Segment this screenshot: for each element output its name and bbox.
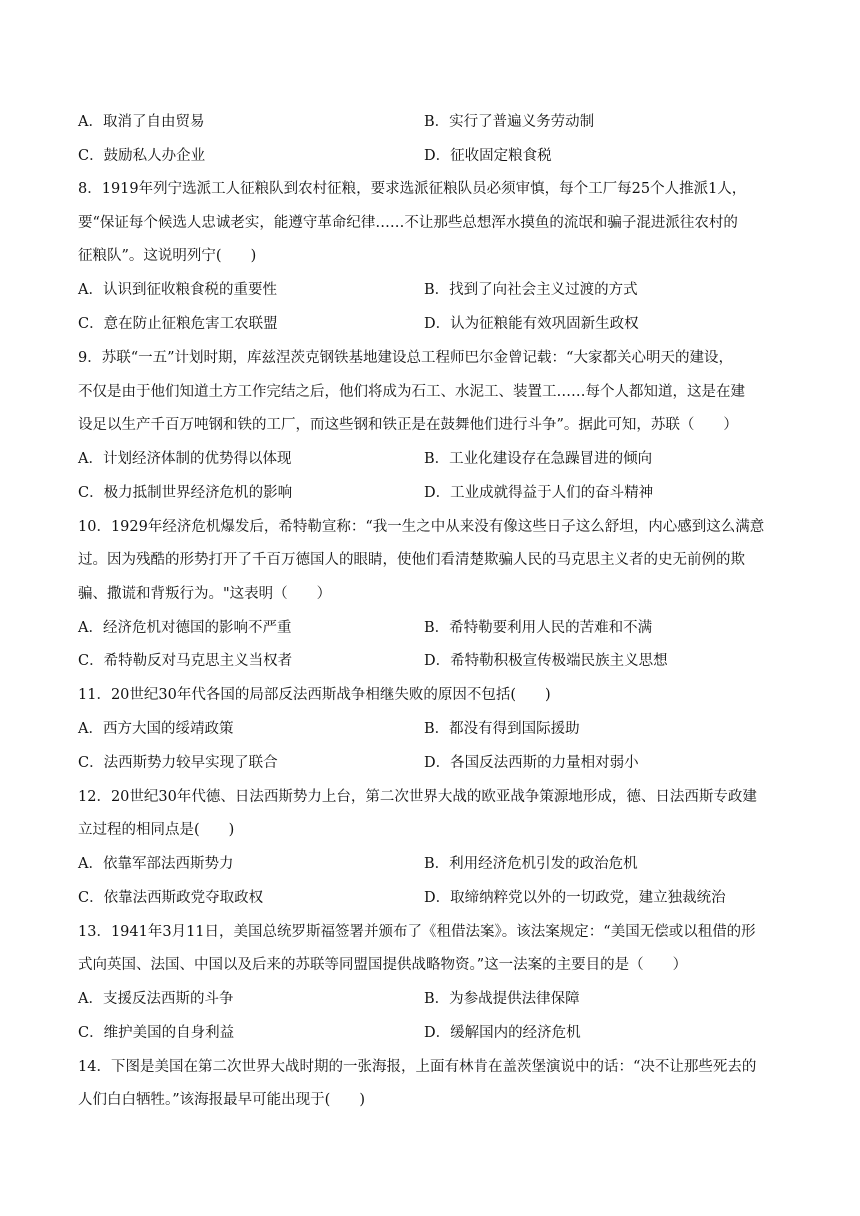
- q8-option-d: D．认为征粮能有效巩固新生政权: [424, 316, 639, 332]
- q13-option-c: C．维护美国的自身利益: [78, 1025, 235, 1041]
- q9-stem-line-2: 不仅是由于他们知道土方工作完结之后，他们将成为石工、水泥工、装置工……每个人都知道，这是在建: [78, 384, 745, 400]
- q10-stem-line-3: 骗、撒谎和背叛行为。"这表明（ ）: [78, 586, 332, 602]
- q14-stem-line-1: 14．下图是美国在第二次世界大战时期的一张海报，上面有林肯在盖茨堡演说中的话：“决不让那些死去的: [78, 1059, 757, 1075]
- q13-option-b: B．为参战提供法律保障: [424, 991, 580, 1007]
- q9-option-a: A．计划经济体制的优势得以体现: [78, 451, 292, 467]
- q10-option-d: D．希特勒积极宣传极端民族主义思想: [424, 653, 668, 669]
- q12-option-c: C．依靠法西斯政党夺取政权: [78, 890, 264, 906]
- q12-stem-line-2: 立过程的相同点是( ): [78, 822, 235, 838]
- q7-option-d: D．征收固定粮食税: [424, 148, 552, 164]
- q11-stem-line-1: 11．20世纪30年代各国的局部反法西斯战争相继失败的原因不包括( ): [78, 687, 551, 703]
- q11-option-c: C．法西斯势力较早实现了联合: [78, 755, 278, 771]
- q10-option-c: C．希特勒反对马克思主义当权者: [78, 653, 293, 669]
- q13-stem-line-1: 13．1941年3月11日，美国总统罗斯福签署并颁布了《租借法案》。该法案规定：“美国无偿或以租借的形: [78, 924, 756, 940]
- q14-stem-line-2: 人们白白牺牲。”该海报最早可能出现于( ): [78, 1092, 365, 1108]
- q9-stem-line-1: 9．苏联“一五”计划时期，库兹涅茨克钢铁基地建设总工程师巴尔金曾记载：“大家都关心明天的建设，: [78, 350, 733, 366]
- q13-stem-line-2: 式向英国、法国、中国以及后来的苏联等同盟国提供战略物资。”这一法案的主要目的是（ ）: [78, 957, 688, 973]
- q9-option-d: D．工业成就得益于人们的奋斗精神: [424, 485, 654, 501]
- q9-option-b: B．工业化建设存在急躁冒进的倾向: [424, 451, 653, 467]
- q8-option-c: C．意在防止征粮危害工农联盟: [78, 316, 278, 332]
- q7-option-a: A．取消了自由贸易: [78, 114, 205, 130]
- q11-option-d: D．各国反法西斯的力量相对弱小: [424, 755, 639, 771]
- q9-stem-line-3: 设足以生产千百万吨钢和铁的工厂，而这些钢和铁正是在鼓舞他们进行斗争”。据此可知，苏联（ ）: [78, 417, 738, 433]
- q13-option-d: D．缓解国内的经济危机: [424, 1025, 581, 1041]
- q8-option-b: B．找到了向社会主义过渡的方式: [424, 282, 638, 298]
- q11-option-a: A．西方大国的绥靖政策: [78, 721, 234, 737]
- q12-option-d: D．取缔纳粹党以外的一切政党，建立独裁统治: [424, 890, 726, 906]
- q7-option-b: B．实行了普遍义务劳动制: [424, 114, 595, 130]
- q8-option-a: A．认识到征收粮食税的重要性: [78, 282, 277, 298]
- q10-stem-line-1: 10．1929年经济危机爆发后，希特勒宣称：“我一生之中从来没有像这些日子这么舒坦，内心感到这么满意: [78, 519, 765, 535]
- q12-option-b: B．利用经济危机引发的政治危机: [424, 856, 638, 872]
- q12-option-a: A．依靠军部法西斯势力: [78, 856, 234, 872]
- q11-option-b: B．都没有得到国际援助: [424, 721, 580, 737]
- q12-stem-line-1: 12．20世纪30年代德、日法西斯势力上台，第二次世界大战的欧亚战争策源地形成，德、日法西斯专政建: [78, 789, 757, 805]
- q7-option-c: C．鼓励私人办企业: [78, 148, 206, 164]
- q8-stem-line-1: 8．1919年列宁选派工人征粮队到农村征粮，要求选派征粮队员必须审慎，每个工厂每25个人推派1人，: [78, 181, 747, 197]
- q10-stem-line-2: 过。因为残酷的形势打开了千百万德国人的眼睛，使他们看清楚欺骗人民的马克思主义者的史无前例的欺: [78, 552, 745, 568]
- q8-stem-line-2: 要“保证每个候选人忠诚老实，能遵守革命纪律……不让那些总想浑水摸鱼的流氓和骗子混进派往农村的: [78, 215, 738, 231]
- q8-stem-line-3: 征粮队”。这说明列宁( ): [78, 248, 257, 264]
- q10-option-a: A．经济危机对德国的影响不严重: [78, 620, 292, 636]
- q10-option-b: B．希特勒要利用人民的苦难和不满: [424, 620, 653, 636]
- q9-option-c: C．极力抵制世界经济危机的影响: [78, 485, 293, 501]
- q13-option-a: A．支援反法西斯的斗争: [78, 991, 234, 1007]
